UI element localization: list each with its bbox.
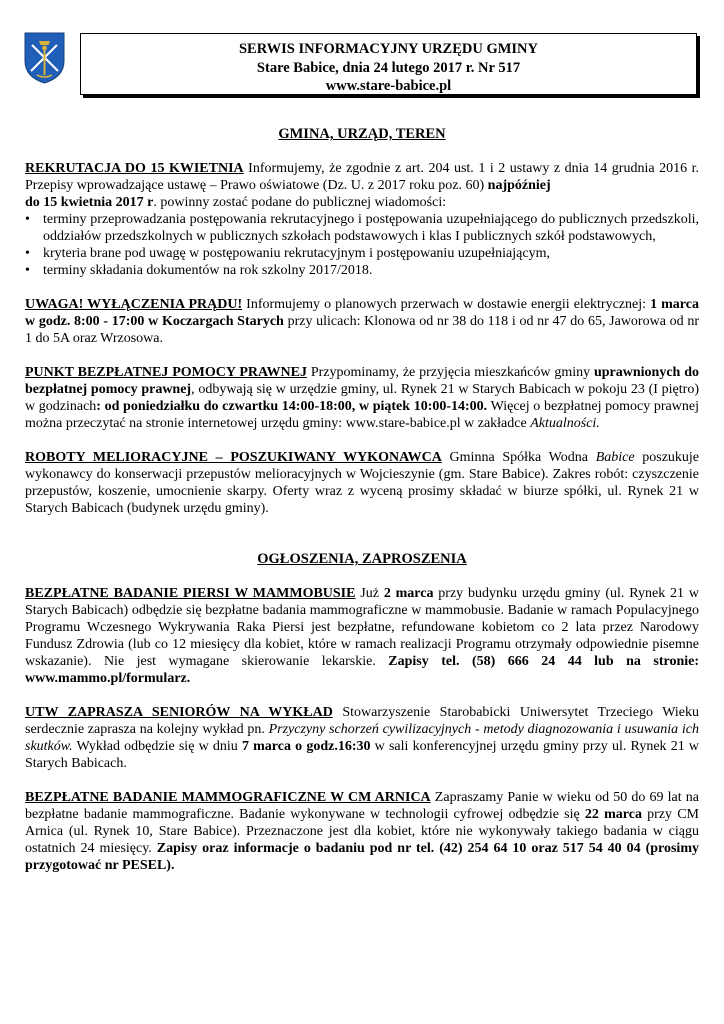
coat-of-arms-icon (23, 31, 66, 84)
article-rekrutacja: REKRUTACJA DO 15 KWIETNIA Informujemy, że zgodnie z art. 204 ust. 1 i 2 ustawy z dnia 14 grudnia 2016 r. Przepisy wprowadzające ustawę – Prawo oświatowe (Dz. U. z 2017 roku poz. 60) najpóźniej do 15 kwietnia 2017 r. powinny zostać podane do publicznej wiadomości: (25, 161, 699, 210)
list-item: • kryteria brane pod uwagę w postępowaniu rekrutacyjnym i postępowaniu uzupełniającym, (25, 246, 550, 261)
section-title-gmina: GMINA, URZĄD, TEREN (278, 126, 446, 142)
document-body (25, 126, 699, 874)
article-roboty-melioracyjne: ROBOTY MELIORACYJNE – POSZUKIWANY WYKONAWCA Gminna Spółka Wodna Babice poszukuje wykonawcy do konserwacji przepustów melioracyjnych w Wojcieszynie (gm. Stare Babice). Zakres robót: czyszczenie przepustów, koszenie, umocnienie skarpy. Oferty wraz z wyceną prosimy składać w biurze spółki, ul. Rynek 21 w Starych Babicach (budynek urzędu gminy). (25, 450, 700, 516)
article-heading: BEZPŁATNE BADANIE PIERSI W MAMMOBUSIE (25, 586, 356, 601)
list-item: • terminy składania dokumentów na rok szkolny 2017/2018. (25, 263, 373, 278)
header-box (80, 33, 697, 95)
article-heading: BEZPŁATNE BADANIE MAMMOGRAFICZNE W CM ARNICA (25, 790, 431, 805)
header-website[interactable]: www.stare-babice.pl (325, 78, 452, 94)
article-heading: UWAGA! WYŁĄCZENIA PRĄDU! (25, 297, 243, 312)
article-heading: ROBOTY MELIORACYJNE – POSZUKIWANY WYKONAWCA (25, 450, 442, 465)
section-title-ogloszenia: OGŁOSZENIA, ZAPROSZENIA (257, 551, 467, 567)
header-date-issue: Stare Babice, dnia 24 lutego 2017 r. Nr 517 (256, 59, 521, 76)
article-utw-wyklad: UTW ZAPRASZA SENIORÓW NA WYKŁAD Stowarzyszenie Starobabicki Uniwersytet Trzeciego Wieku serdecznie zaprasza na kolejny wykład pn. Przyczyny schorzeń cywilizacyjnych - metody diagnozowania i usuwania ich skutków. Wykład odbędzie się w dniu 7 marca o godz.16:30 w sali konferencyjnej urzędu gminy przy ul. Rynek 21 w Starych Babicach. (25, 705, 699, 771)
article-heading: UTW ZAPRASZA SENIORÓW NA WYKŁAD (25, 705, 333, 720)
header-title: SERWIS INFORMACYJNY URZĘDU GMINY (238, 41, 539, 57)
article-mammobus: BEZPŁATNE BADANIE PIERSI W MAMMOBUSIE Już 2 marca przy budynku urzędu gminy (ul. Rynek 21 w Starych Babicach) odbędzie się bezpłatne badania mammograficzne w mammobusie. Badanie w ramach Populacyjnego Programu Wczesnego Wykrywania Raka Piersi jest bezpłatne, refundowane kobietom co 2 lata przez Narodowy Fundusz Zdrowia (lub co 12 miesięcy dla kobiet, które w ramach realizacji Programu otrzymały odpowiednie pisemne wskazanie). Nie jest wymagane skierowanie lekarskie. Zapisy tel. (58) 666 24 44 lub na stronie: www.mammo.pl/formularz. (25, 586, 699, 686)
article-wylaczenia-pradu: UWAGA! WYŁĄCZENIA PRĄDU! Informujemy o planowych przerwach w dostawie energii elektrycznej: 1 marca w godz. 8:00 - 17:00 w Koczargach Starych przy ulicach: Klonowa od nr 38 do 118 i od nr 47 do 65, Jaworowa od nr 1 do 5A oraz Wrzosowa. (25, 297, 699, 346)
article-cm-arnica: BEZPŁATNE BADANIE MAMMOGRAFICZNE W CM ARNICA Zapraszamy Panie w wieku od 50 do 69 lat na bezpłatne badanie mammograficzne. Badanie wykonywane w technologii cyfrowej odbędzie się 22 marca przy CM Arnica (ul. Rynek 10, Stare Babice). Przeznaczone jest dla kobiet, które nie wykonywały takiego badania w ciągu ostatnich 24 miesięcy. Zapisy oraz informacje o badaniu pod nr tel. (42) 254 64 10 oraz 517 54 40 04 (prosimy przygotować nr PESEL). (25, 790, 699, 873)
article-heading: PUNKT BEZPŁATNEJ POMOCY PRAWNEJ (25, 365, 307, 380)
article-pomoc-prawna: PUNKT BEZPŁATNEJ POMOCY PRAWNEJ Przypominamy, że przyjęcia mieszkańców gminy uprawnionych do bezpłatnej pomocy prawnej, odbywają się w urzędzie gminy, ul. Rynek 21 w Starych Babicach w pokoju 23 (I piętro) w godzinach: od poniedziałku do czwartku 14:00-18:00, w piątek 10:00-14:00. Więcej o bezpłatnej pomocy prawnej można przeczytać na stronie internetowej urzędu gminy: www.stare-babice.pl w zakładce Aktualności. (25, 365, 699, 431)
article-heading: REKRUTACJA DO 15 KWIETNIA (25, 161, 244, 176)
list-item: • terminy przeprowadzania postępowania rekrutacyjnego i postępowania uzupełniającego do publicznych przedszkoli, oddziałów przedszkolnych w publicznych szkołach podstawowych i klas I publicznych szkół podstawowych, (25, 212, 699, 244)
